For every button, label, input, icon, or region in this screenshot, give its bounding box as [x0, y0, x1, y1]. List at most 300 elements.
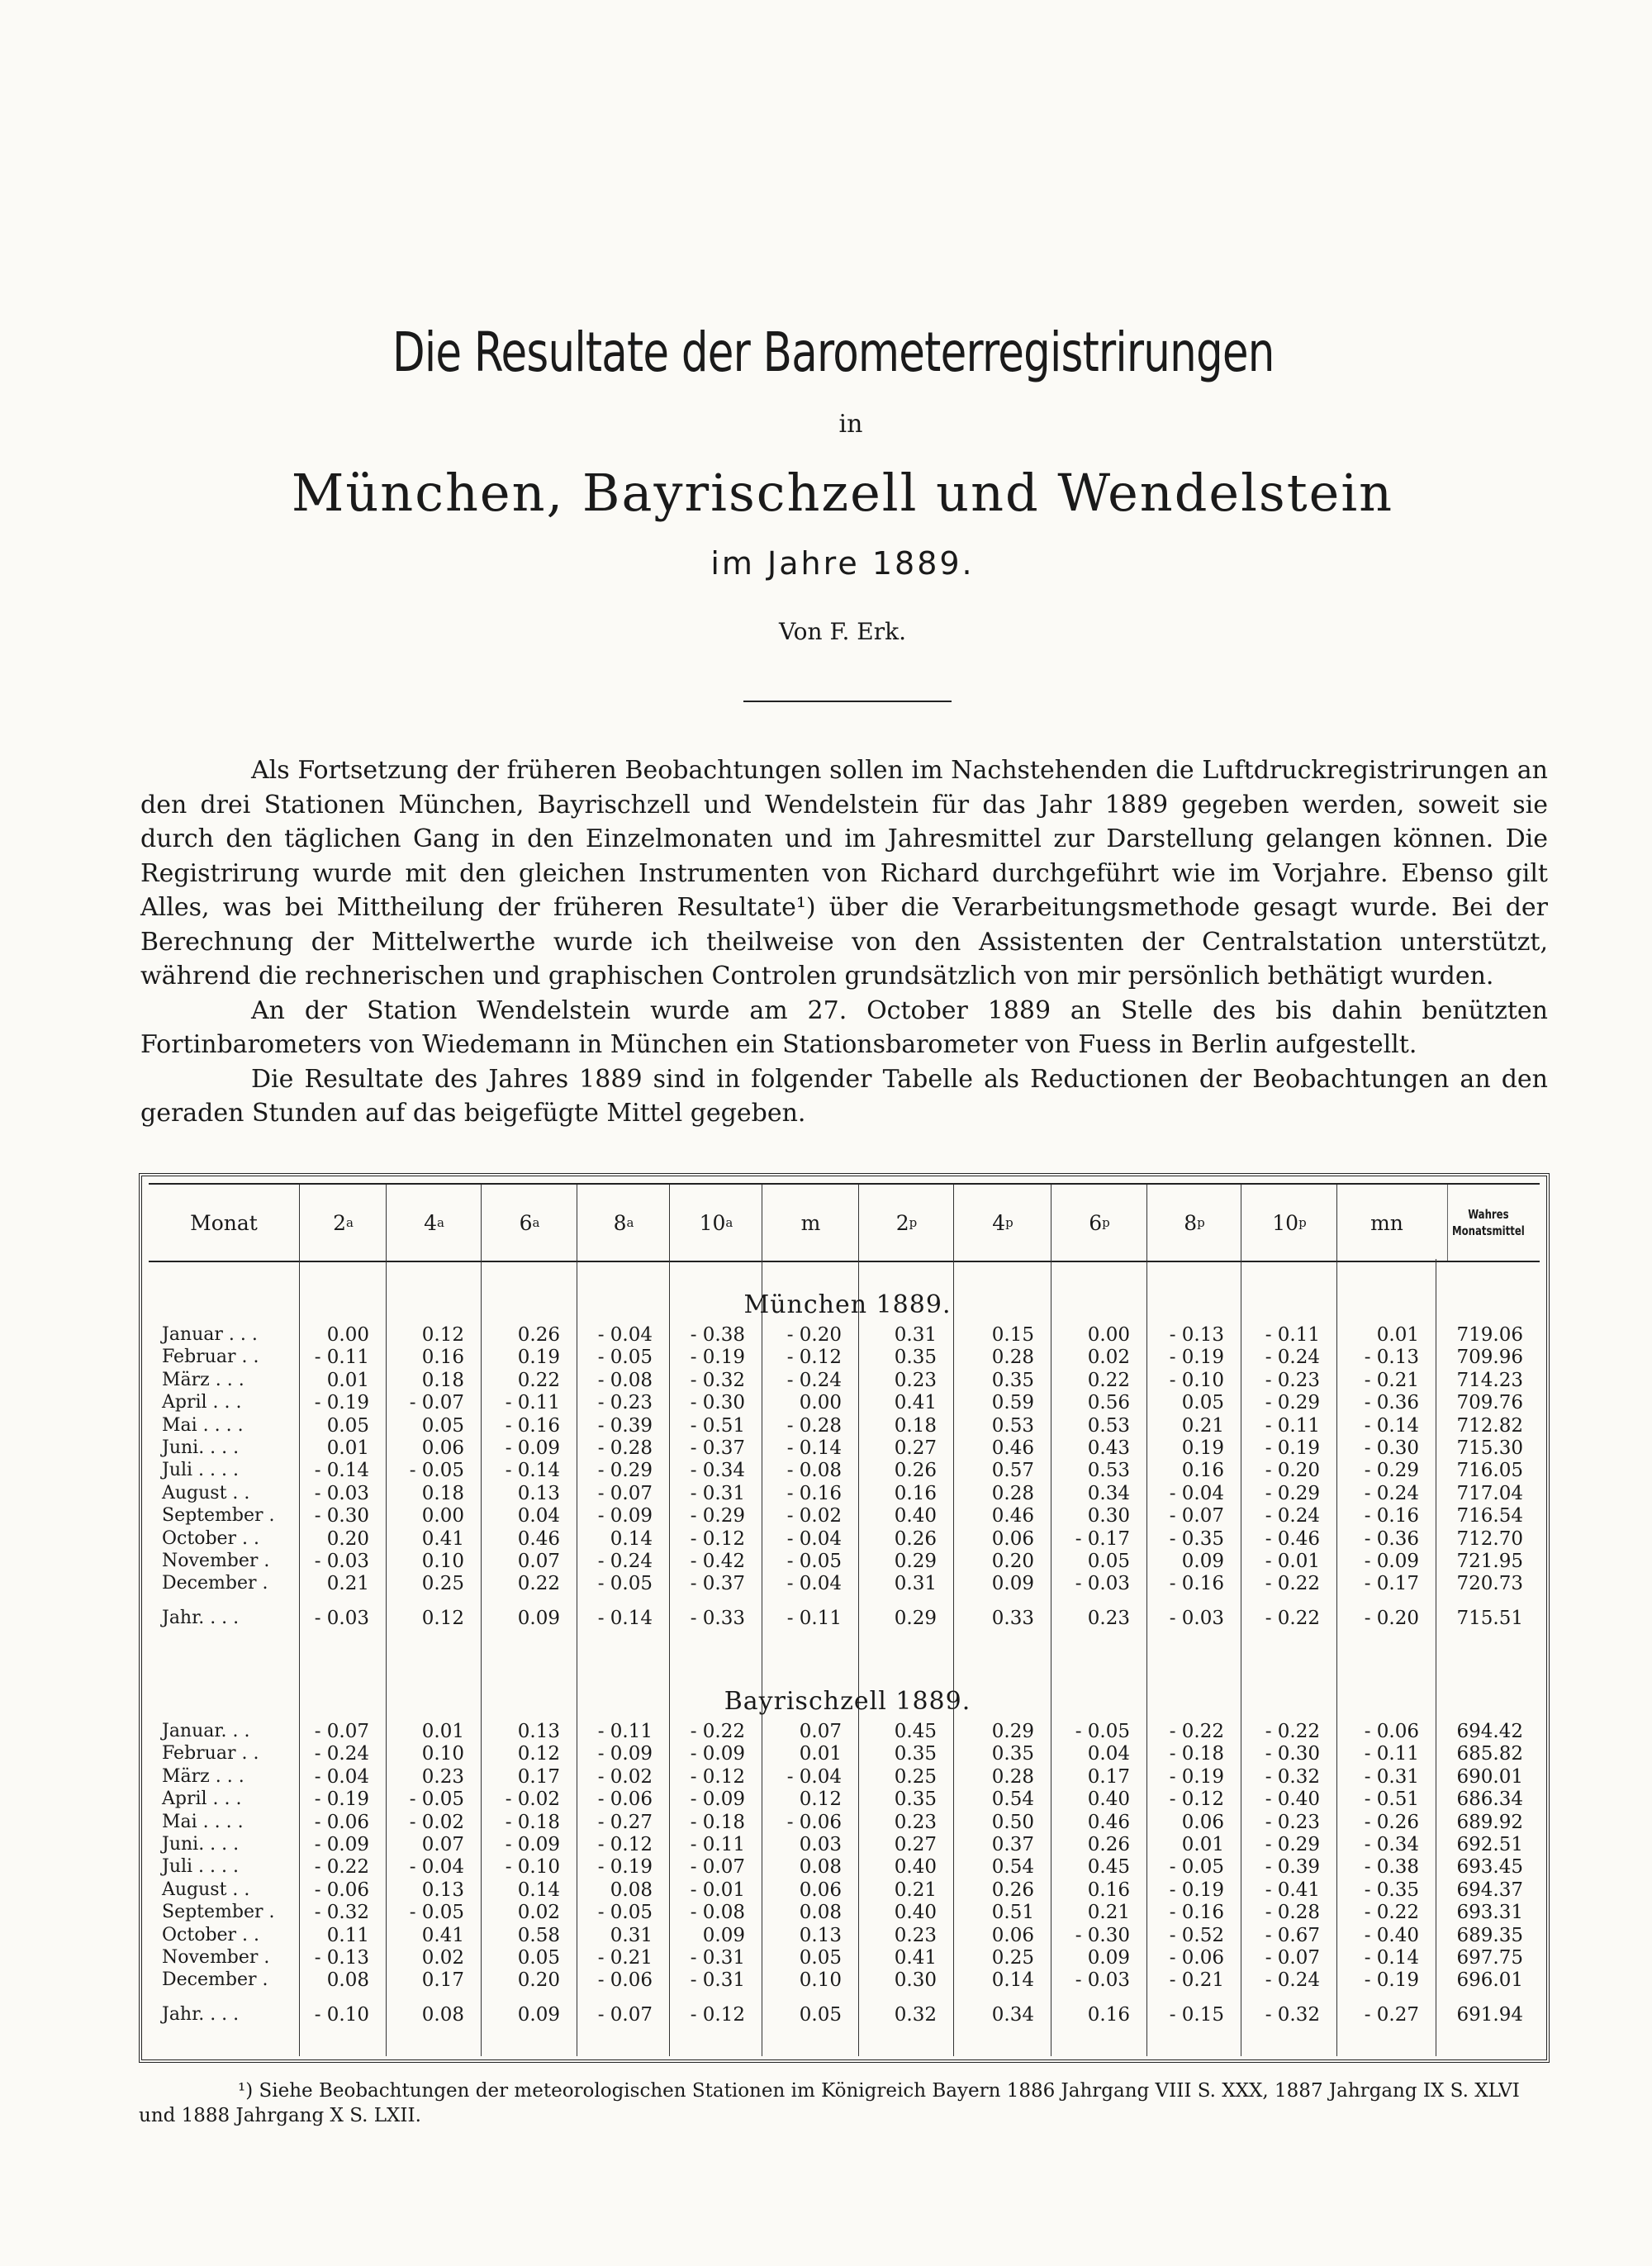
- table-cell: 0.01: [799, 1743, 842, 1765]
- column-header-label: 2: [895, 1210, 909, 1235]
- column-header: [1241, 1185, 1337, 1261]
- table-cell: - 0.05: [1075, 1721, 1130, 1742]
- column-header-label: Wahres Monatsmittel: [1451, 1207, 1525, 1238]
- table-cell: 0.46: [517, 1527, 560, 1550]
- table-cell: - 0.07: [409, 1392, 464, 1414]
- table-cell: 0.28: [991, 1347, 1034, 1369]
- table-cell: 0.02: [1087, 1347, 1130, 1369]
- table-cell: 0.35: [894, 1789, 937, 1811]
- table-cell: 0.23: [894, 1924, 937, 1946]
- column-header-label: m: [800, 1210, 821, 1235]
- table-cell: 697.75: [1456, 1947, 1523, 1969]
- table-cell: - 0.32: [1265, 2003, 1320, 2026]
- table-cell: 0.21: [894, 1879, 937, 1901]
- table-cell: - 0.29: [690, 1505, 745, 1527]
- table-cell: - 0.22: [1265, 1607, 1320, 1629]
- table-cell: 0.21: [1087, 1902, 1130, 1924]
- table-cell: - 0.14: [314, 1460, 369, 1482]
- table-cell: - 0.09: [505, 1437, 560, 1459]
- table-cell: 0.32: [894, 2003, 937, 2026]
- table-cell: 0.23: [894, 1811, 937, 1833]
- table-row: [142, 1414, 1553, 1437]
- table-cell: 0.01: [421, 1721, 464, 1742]
- table-cell: - 0.29: [1265, 1482, 1320, 1504]
- table-cell: - 0.29: [1265, 1834, 1320, 1855]
- table-cell: - 0.17: [1075, 1527, 1130, 1550]
- table-cell: 693.31: [1456, 1902, 1523, 1924]
- table-cell: 0.31: [894, 1573, 937, 1595]
- table-cell: 0.02: [517, 1902, 560, 1924]
- table-cell: - 0.28: [597, 1437, 653, 1459]
- table-cell: - 0.03: [314, 1607, 369, 1629]
- table-cell: - 0.23: [1265, 1369, 1320, 1391]
- table-cell: - 0.06: [786, 1811, 842, 1833]
- table-cell: 0.07: [799, 1721, 842, 1742]
- table-cell: - 0.14: [786, 1437, 842, 1459]
- table-cell: 0.56: [1087, 1392, 1130, 1414]
- table-cell: 0.21: [326, 1573, 369, 1595]
- table-cell: 0.09: [702, 1924, 745, 1946]
- column-header-label: 2: [333, 1210, 346, 1235]
- column-header-label: 6: [1089, 1210, 1103, 1235]
- table-cell: - 0.09: [1364, 1551, 1419, 1572]
- month-label: October . .: [162, 1527, 260, 1549]
- column-header-suffix: p: [1005, 1215, 1014, 1230]
- table-cell: - 0.04: [314, 1765, 369, 1788]
- station-section-title: München 1889.: [743, 1290, 952, 1319]
- table-cell: 685.82: [1456, 1743, 1523, 1765]
- table-cell: - 0.15: [1169, 2003, 1224, 2026]
- table-cell: - 0.20: [1364, 1607, 1419, 1629]
- table-cell: - 0.16: [786, 1482, 842, 1504]
- table-cell: - 0.19: [314, 1789, 369, 1811]
- column-header: [149, 1185, 299, 1261]
- month-label: Februar . .: [162, 1347, 259, 1368]
- column-header: [1336, 1185, 1436, 1261]
- table-cell: 0.13: [421, 1879, 464, 1901]
- table-cell: - 0.33: [690, 1607, 745, 1629]
- table-cell: - 0.30: [1265, 1743, 1320, 1765]
- table-cell: - 0.39: [597, 1414, 653, 1437]
- table-cell: - 0.30: [1075, 1924, 1130, 1946]
- table-cell: 0.12: [421, 1324, 464, 1346]
- table-cell: 0.26: [894, 1460, 937, 1482]
- table-cell: 0.14: [991, 1969, 1034, 1992]
- table-cell: - 0.11: [786, 1607, 842, 1629]
- table-cell: 0.18: [421, 1482, 464, 1504]
- table-cell: - 0.31: [690, 1482, 745, 1504]
- table-cell: 0.17: [517, 1765, 560, 1788]
- column-header: [299, 1185, 387, 1261]
- table-cell: - 0.16: [505, 1414, 560, 1437]
- table-cell: 0.10: [421, 1743, 464, 1765]
- column-header-label: 4: [424, 1210, 437, 1235]
- table-cell: - 0.37: [690, 1437, 745, 1459]
- table-cell: 0.41: [894, 1947, 937, 1969]
- table-cell: 716.05: [1456, 1460, 1523, 1482]
- table-cell: 0.27: [894, 1437, 937, 1459]
- table-cell: 0.29: [991, 1721, 1034, 1742]
- table-cell: 0.30: [894, 1969, 937, 1992]
- table-cell: 715.30: [1456, 1437, 1523, 1459]
- table-cell: - 0.11: [314, 1347, 369, 1369]
- footnote: [139, 2078, 1550, 2128]
- table-cell: 0.40: [894, 1902, 937, 1924]
- table-cell: 0.23: [1087, 1607, 1130, 1629]
- column-header-suffix: a: [436, 1215, 444, 1230]
- table-cell: 0.58: [517, 1924, 560, 1946]
- table-cell: - 0.42: [690, 1551, 745, 1572]
- table-cell: 0.40: [894, 1505, 937, 1527]
- table-cell: - 0.12: [786, 1347, 842, 1369]
- table-cell: 0.40: [894, 1856, 937, 1879]
- table-cell: - 0.51: [1364, 1789, 1419, 1811]
- table-cell: 712.82: [1456, 1414, 1523, 1437]
- table-cell: - 0.11: [505, 1392, 560, 1414]
- table-cell: 0.20: [991, 1551, 1034, 1572]
- table-cell: 0.26: [517, 1324, 560, 1346]
- table-row: [142, 1901, 1553, 1924]
- table-cell: 0.25: [421, 1573, 464, 1595]
- table-cell: 0.19: [517, 1347, 560, 1369]
- month-label: Januar. . .: [162, 1721, 250, 1741]
- table-cell: 0.53: [1087, 1460, 1130, 1482]
- table-cell: - 0.07: [314, 1721, 369, 1742]
- table-cell: 0.05: [517, 1947, 560, 1969]
- table-row: [142, 1946, 1553, 1969]
- table-cell: 0.17: [421, 1969, 464, 1992]
- table-cell: 0.54: [991, 1856, 1034, 1879]
- table-cell: 0.28: [991, 1765, 1034, 1788]
- table-cell: - 0.30: [314, 1505, 369, 1527]
- table-cell: - 0.02: [597, 1765, 653, 1788]
- table-cell: - 0.16: [1169, 1573, 1224, 1595]
- table-cell: - 0.35: [1364, 1879, 1419, 1901]
- table-cell: - 0.24: [314, 1743, 369, 1765]
- table-cell: 0.08: [610, 1879, 653, 1901]
- table-cell: 0.05: [421, 1414, 464, 1437]
- column-header: [953, 1185, 1051, 1261]
- table-cell: - 0.34: [690, 1460, 745, 1482]
- table-cell: - 0.11: [690, 1834, 745, 1855]
- table-cell: 0.30: [1087, 1505, 1130, 1527]
- table-cell: - 0.21: [1364, 1369, 1419, 1391]
- table-row: [142, 1765, 1553, 1789]
- table-cell: 0.29: [894, 1607, 937, 1629]
- table-cell: 0.34: [991, 2003, 1034, 2026]
- table-cell: - 0.08: [786, 1460, 842, 1482]
- table-row: [142, 1369, 1553, 1392]
- table-cell: 716.54: [1456, 1505, 1523, 1527]
- column-header-suffix: p: [1298, 1215, 1307, 1230]
- table-cell: - 0.13: [314, 1947, 369, 1969]
- table-cell: 0.33: [991, 1607, 1034, 1629]
- table-cell: 0.10: [421, 1551, 464, 1572]
- table-cell: 0.26: [991, 1879, 1034, 1901]
- table-row: [142, 1924, 1553, 1947]
- table-cell: - 0.32: [1265, 1765, 1320, 1788]
- table-cell: - 0.28: [1265, 1902, 1320, 1924]
- table-cell: - 0.02: [786, 1505, 842, 1527]
- table-cell: 0.12: [799, 1789, 842, 1811]
- table-cell: 692.51: [1456, 1834, 1523, 1855]
- table-cell: 0.02: [421, 1947, 464, 1969]
- table-cell: - 0.18: [690, 1811, 745, 1833]
- table-cell: 0.01: [1376, 1324, 1419, 1346]
- table-cell: - 0.09: [597, 1505, 653, 1527]
- table-cell: - 0.27: [1364, 2003, 1419, 2026]
- table-cell: 714.23: [1456, 1369, 1523, 1391]
- table-cell: 0.05: [799, 2003, 842, 2026]
- table-cell: 0.01: [326, 1369, 369, 1391]
- table-cell: - 0.24: [1265, 1505, 1320, 1527]
- table-cell: 0.09: [517, 1607, 560, 1629]
- table-cell: - 0.32: [314, 1902, 369, 1924]
- table-cell: - 0.05: [597, 1573, 653, 1595]
- table-cell: 0.06: [799, 1879, 842, 1901]
- table-cell: 0.12: [517, 1743, 560, 1765]
- table-cell: - 0.11: [1265, 1324, 1320, 1346]
- table-cell: - 0.36: [1364, 1527, 1419, 1550]
- table-cell: 0.45: [894, 1721, 937, 1742]
- table-cell: 0.22: [517, 1369, 560, 1391]
- table-cell: - 0.18: [505, 1811, 560, 1833]
- month-label: December .: [162, 1969, 268, 1991]
- table-cell: 693.45: [1456, 1856, 1523, 1879]
- table-row: [142, 1527, 1553, 1551]
- table-cell: - 0.26: [1364, 1811, 1419, 1833]
- month-label: October . .: [162, 1924, 260, 1945]
- column-header: [577, 1185, 670, 1261]
- table-cell: 715.51: [1456, 1607, 1523, 1629]
- table-cell: - 0.14: [1364, 1414, 1419, 1437]
- table-cell: 0.17: [1087, 1765, 1130, 1788]
- table-cell: - 0.31: [690, 1947, 745, 1969]
- table-cell: - 0.34: [1364, 1834, 1419, 1855]
- footnote-text: ¹) Siehe Beobachtungen der meteorologischen Stationen im Königreich Bayern 1886 Jahrgang VIII S. XXX, 1887 Jahrgang IX S. XLVI und 1888 Jahrgang X S. LXII.: [139, 2080, 1520, 2126]
- table-cell: 0.34: [1087, 1482, 1130, 1504]
- table-cell: 689.35: [1456, 1924, 1523, 1946]
- table-cell: 0.00: [421, 1505, 464, 1527]
- table-cell: - 0.24: [1265, 1347, 1320, 1369]
- table-cell: - 0.32: [690, 1369, 745, 1391]
- column-header-label: 10: [1272, 1210, 1299, 1235]
- table-cell: - 0.21: [1169, 1969, 1224, 1992]
- table-cell: 0.59: [991, 1392, 1034, 1414]
- table-cell: - 0.36: [1364, 1392, 1419, 1414]
- table-cell: 709.96: [1456, 1347, 1523, 1369]
- table-cell: 0.11: [326, 1924, 369, 1946]
- column-header-suffix: a: [345, 1215, 354, 1230]
- month-label: Juli . . . .: [162, 1460, 240, 1481]
- table-cell: 0.26: [894, 1527, 937, 1550]
- column-header-suffix: a: [626, 1215, 634, 1230]
- table-row: [142, 1833, 1553, 1856]
- table-cell: - 0.22: [690, 1721, 745, 1742]
- month-label: Mai . . . .: [162, 1414, 244, 1436]
- table-cell: - 0.22: [1265, 1721, 1320, 1742]
- table-cell: - 0.01: [1265, 1551, 1320, 1572]
- table-cell: 694.37: [1456, 1879, 1523, 1901]
- table-cell: - 0.19: [1169, 1347, 1224, 1369]
- table-cell: 0.08: [799, 1902, 842, 1924]
- table-cell: 0.25: [894, 1765, 937, 1788]
- station-section-title: Bayrischzell 1889.: [724, 1687, 971, 1716]
- table-cell: - 0.52: [1169, 1924, 1224, 1946]
- table-cell: - 0.05: [409, 1789, 464, 1811]
- table-cell: 0.07: [421, 1834, 464, 1855]
- table-cell: 0.08: [799, 1856, 842, 1879]
- column-header-label: 10: [699, 1210, 726, 1235]
- column-header-label: mn: [1370, 1210, 1403, 1235]
- table-cell: 0.18: [894, 1414, 937, 1437]
- table-cell: - 0.06: [1169, 1947, 1224, 1969]
- year-line: im Jahre 1889.: [710, 545, 975, 582]
- table-cell: - 0.19: [690, 1347, 745, 1369]
- table-cell: 689.92: [1456, 1811, 1523, 1833]
- table-cell: - 0.24: [1364, 1482, 1419, 1504]
- table-cell: 0.29: [894, 1551, 937, 1572]
- table-cell: - 0.04: [786, 1573, 842, 1595]
- month-label: März . . .: [162, 1369, 244, 1390]
- table-cell: - 0.41: [1265, 1879, 1320, 1901]
- table-cell: - 0.04: [1169, 1482, 1224, 1504]
- table-cell: 0.20: [326, 1527, 369, 1550]
- table-cell: 0.05: [799, 1947, 842, 1969]
- table-cell: 0.35: [894, 1743, 937, 1765]
- table-cell: 0.06: [421, 1437, 464, 1459]
- table-cell: 0.01: [326, 1437, 369, 1459]
- table-cell: 0.12: [421, 1607, 464, 1629]
- table-cell: - 0.06: [314, 1811, 369, 1833]
- table-cell: - 0.29: [1364, 1460, 1419, 1482]
- table-cell: 0.41: [894, 1392, 937, 1414]
- month-label: Jahr. . . .: [162, 1607, 240, 1628]
- table-cell: - 0.13: [1364, 1347, 1419, 1369]
- table-cell: - 0.30: [1364, 1437, 1419, 1459]
- title-divider: [743, 701, 952, 702]
- table-cell: - 0.24: [1265, 1969, 1320, 1992]
- table-cell: - 0.04: [786, 1765, 842, 1788]
- table-cell: - 0.22: [1169, 1721, 1224, 1742]
- table-cell: 0.16: [894, 1482, 937, 1504]
- table-cell: 0.05: [326, 1414, 369, 1437]
- table-cell: 0.05: [1181, 1392, 1224, 1414]
- table-cell: - 0.19: [1364, 1969, 1419, 1992]
- month-label: Januar . . .: [162, 1324, 258, 1345]
- table-cell: 0.07: [517, 1551, 560, 1572]
- table-cell: - 0.29: [597, 1460, 653, 1482]
- table-cell: 0.26: [1087, 1834, 1130, 1855]
- table-cell: 0.35: [991, 1743, 1034, 1765]
- month-label: November .: [162, 1551, 270, 1571]
- table-cell: 686.34: [1456, 1789, 1523, 1811]
- table-cell: - 0.23: [1265, 1811, 1320, 1833]
- table-cell: - 0.03: [1075, 1573, 1130, 1595]
- table-cell: - 0.06: [597, 1969, 653, 1992]
- table-cell: - 0.21: [597, 1947, 653, 1969]
- table-cell: - 0.11: [1265, 1414, 1320, 1437]
- month-label: April . . .: [162, 1392, 242, 1413]
- page-title: Die Resultate der Barometerregistrirungen: [392, 321, 1275, 384]
- table-cell: - 0.24: [786, 1369, 842, 1391]
- table-cell: 0.53: [991, 1414, 1034, 1437]
- table-cell: 0.25: [991, 1947, 1034, 1969]
- table-row: [142, 1482, 1553, 1505]
- table-cell: - 0.19: [1169, 1765, 1224, 1788]
- table-cell: - 0.05: [597, 1347, 653, 1369]
- table-cell: - 0.07: [597, 1482, 653, 1504]
- table-cell: - 0.38: [1364, 1856, 1419, 1879]
- table-row: [142, 1572, 1553, 1595]
- column-header-suffix: p: [1102, 1215, 1110, 1230]
- table-cell: 0.31: [610, 1924, 653, 1946]
- table-cell: 0.03: [799, 1834, 842, 1855]
- table-row: [142, 1346, 1553, 1369]
- month-label: Juni. . . .: [162, 1437, 240, 1458]
- table-cell: - 0.07: [690, 1856, 745, 1879]
- table-cell: 0.45: [1087, 1856, 1130, 1879]
- author-line: Von F. Erk.: [779, 618, 906, 645]
- table-row: [142, 1391, 1553, 1414]
- column-header: [1146, 1185, 1241, 1261]
- column-header-label: Monat: [190, 1210, 258, 1235]
- table-cell: 0.13: [517, 1721, 560, 1742]
- table-cell: 0.10: [799, 1969, 842, 1992]
- table-cell: - 0.08: [597, 1369, 653, 1391]
- month-label: Juli . . . .: [162, 1856, 240, 1878]
- table-cell: 0.46: [1087, 1811, 1130, 1833]
- month-label: September .: [162, 1505, 275, 1527]
- table-cell: 709.76: [1456, 1392, 1523, 1414]
- column-header: [858, 1185, 954, 1261]
- table-cell: - 0.04: [409, 1856, 464, 1879]
- table-cell: - 0.08: [690, 1902, 745, 1924]
- table-row: [142, 1788, 1553, 1811]
- table-cell: - 0.20: [1265, 1460, 1320, 1482]
- table-cell: - 0.14: [505, 1460, 560, 1482]
- table-cell: 0.23: [421, 1765, 464, 1788]
- table-cell: 0.21: [1181, 1414, 1224, 1437]
- table-cell: - 0.05: [409, 1902, 464, 1924]
- table-cell: - 0.02: [409, 1811, 464, 1833]
- table-cell: - 0.17: [1364, 1573, 1419, 1595]
- table-cell: - 0.19: [1265, 1437, 1320, 1459]
- table-row: [142, 1437, 1553, 1460]
- table-row: [142, 1550, 1553, 1573]
- table-cell: - 0.40: [1364, 1924, 1419, 1946]
- table-cell: - 0.09: [314, 1834, 369, 1855]
- column-header-label: 6: [519, 1210, 533, 1235]
- table-row: [142, 1459, 1553, 1482]
- table-cell: - 0.10: [314, 2003, 369, 2026]
- column-header-suffix: p: [909, 1215, 918, 1230]
- table-cell: 0.04: [1087, 1743, 1130, 1765]
- table-cell: 0.35: [894, 1347, 937, 1369]
- month-label: Mai . . . .: [162, 1811, 244, 1832]
- table-cell: 0.53: [1087, 1414, 1130, 1437]
- table-cell: 0.09: [991, 1573, 1034, 1595]
- table-cell: - 0.03: [314, 1551, 369, 1572]
- table-cell: 0.37: [991, 1834, 1034, 1855]
- table-cell: - 0.16: [1364, 1505, 1419, 1527]
- table-cell: - 0.38: [690, 1324, 745, 1346]
- table-cell: - 0.19: [314, 1392, 369, 1414]
- table-row: [142, 1879, 1553, 1902]
- month-label: März . . .: [162, 1765, 244, 1787]
- table-cell: 694.42: [1456, 1721, 1523, 1742]
- table-cell: 0.35: [991, 1369, 1034, 1391]
